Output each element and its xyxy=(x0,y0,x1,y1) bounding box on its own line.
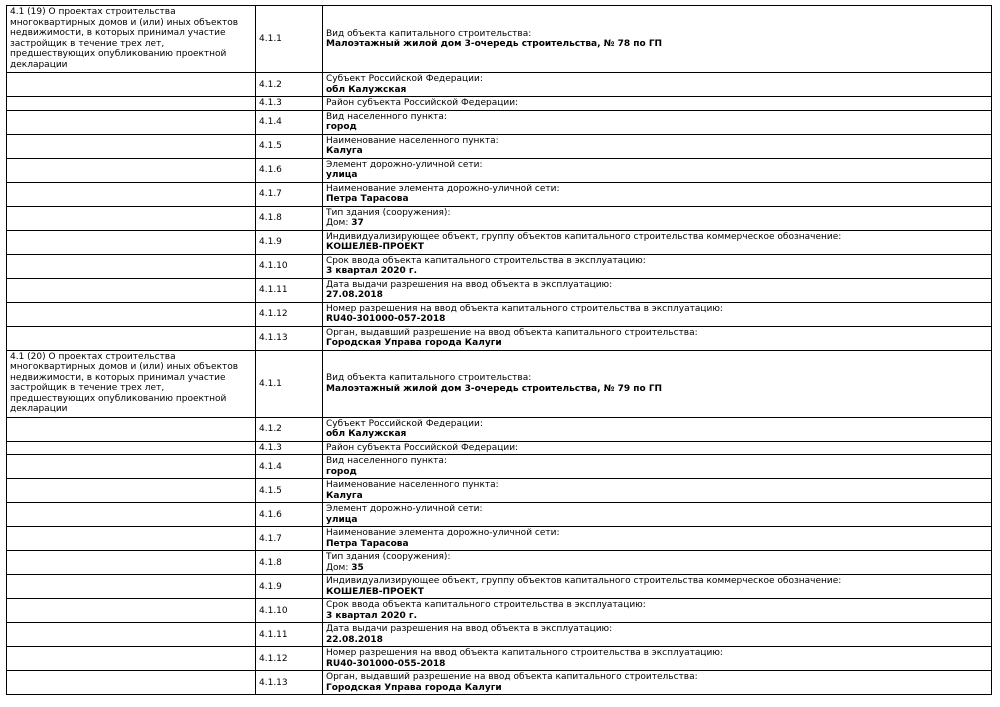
row-code-cell xyxy=(256,455,323,479)
row-code-cell xyxy=(256,551,323,575)
row-code: 4.1.8 xyxy=(259,557,282,568)
row-content-cell xyxy=(323,73,992,97)
field-value-line xyxy=(326,635,988,647)
row-code-cell xyxy=(256,503,323,527)
field-label: Номер разрешения на ввод объекта капитального строительства в эксплуатацию: xyxy=(326,303,723,314)
field-label: Элемент дорожно-уличной сети: xyxy=(326,504,483,514)
section-description-cell xyxy=(7,206,256,230)
row-content-cell xyxy=(323,206,992,230)
field-value-line xyxy=(326,242,988,254)
section-description-cell xyxy=(7,503,256,527)
row-content-cell xyxy=(323,441,992,455)
row-code-cell xyxy=(256,110,323,134)
table-row xyxy=(7,647,992,671)
section-description-cell xyxy=(7,479,256,503)
table-row xyxy=(7,527,992,551)
table-body xyxy=(7,6,992,695)
table-row xyxy=(7,6,992,73)
field-value: Городская Управа города Калуги xyxy=(326,338,502,348)
field-label: Вид объекта капитального строительства: xyxy=(326,373,532,383)
row-code-cell xyxy=(256,671,323,695)
field-label: Субъект Российской Федерации: xyxy=(326,74,483,84)
row-code-cell xyxy=(256,599,323,623)
field-label: Наименование элемента дорожно-уличной сети: xyxy=(326,183,560,194)
section-description-cell xyxy=(7,455,256,479)
field-value: КОШЕЛЕВ-ПРОЕКТ xyxy=(326,242,424,252)
row-code: 4.1.5 xyxy=(259,485,282,496)
table-row xyxy=(7,671,992,695)
table-row xyxy=(7,350,992,417)
row-code: 4.1.5 xyxy=(259,141,282,151)
field-value: улица xyxy=(326,170,358,180)
section-description: 4.1 (20) О проектах строительства многоквартирных домов и (или) иных объектов недвижимости, в которых принимал участие застройщик в течение трех лет, предшествующих опубликованию проектной декларации xyxy=(10,351,239,414)
row-code-cell xyxy=(256,73,323,97)
field-value: город xyxy=(326,466,357,477)
field-label: Район субъекта Российской Федерации: xyxy=(326,98,519,108)
row-code-cell xyxy=(256,134,323,158)
field-label: Наименование населенного пункта: xyxy=(326,135,499,146)
table-row xyxy=(7,134,992,158)
table-row xyxy=(7,110,992,134)
table-row xyxy=(7,254,992,278)
field-value-line xyxy=(326,146,988,158)
row-content-cell xyxy=(323,575,992,599)
field-label: Вид населенного пункта: xyxy=(326,456,447,466)
section-description-cell xyxy=(7,182,256,206)
row-content-cell xyxy=(323,302,992,326)
field-value-line xyxy=(326,429,988,441)
field-value: Калуга xyxy=(326,146,363,156)
section-description-cell xyxy=(7,254,256,278)
row-content-cell xyxy=(323,97,992,111)
row-content-cell xyxy=(323,110,992,134)
row-content-cell xyxy=(323,350,992,417)
row-code: 4.1.13 xyxy=(259,677,288,688)
field-value: улица xyxy=(326,514,358,525)
row-code-cell xyxy=(256,623,323,647)
field-value-line xyxy=(326,314,988,326)
field-label: Наименование элемента дорожно-уличной сети: xyxy=(326,528,560,538)
section-description-cell xyxy=(7,647,256,671)
row-code-cell xyxy=(256,647,323,671)
row-code-cell xyxy=(256,417,323,441)
row-code-cell xyxy=(256,326,323,350)
row-code-cell xyxy=(256,575,323,599)
row-code: 4.1.7 xyxy=(259,533,282,544)
row-content-cell xyxy=(323,158,992,182)
section-description-cell xyxy=(7,97,256,111)
row-code: 4.1.6 xyxy=(259,165,282,175)
row-content-cell xyxy=(323,278,992,302)
row-code-cell xyxy=(256,350,323,417)
section-description-cell xyxy=(7,551,256,575)
row-code: 4.1.12 xyxy=(259,653,288,664)
row-content-cell xyxy=(323,326,992,350)
row-code: 4.1.2 xyxy=(259,79,282,90)
section-description-cell xyxy=(7,623,256,647)
field-value: обл Калужская xyxy=(326,429,407,439)
section-description-cell xyxy=(7,527,256,551)
row-code-cell xyxy=(256,254,323,278)
row-content-cell xyxy=(323,479,992,503)
row-code-cell xyxy=(256,441,323,455)
table-row xyxy=(7,230,992,254)
row-content-cell xyxy=(323,254,992,278)
row-code: 4.1.2 xyxy=(259,424,282,434)
row-code: 4.1.11 xyxy=(259,285,288,295)
section-description-cell xyxy=(7,302,256,326)
table-row xyxy=(7,575,992,599)
field-label: Район субъекта Российской Федерации: xyxy=(326,442,519,453)
row-code-cell xyxy=(256,182,323,206)
row-content-cell xyxy=(323,417,992,441)
section-description-cell xyxy=(7,73,256,97)
field-value: 37 xyxy=(351,218,364,228)
row-code: 4.1.10 xyxy=(259,261,288,271)
row-code: 4.1.6 xyxy=(259,509,282,520)
section-description-cell xyxy=(7,278,256,302)
section-description-cell xyxy=(7,441,256,455)
field-value: 22.08.2018 xyxy=(326,634,383,645)
row-code: 4.1.8 xyxy=(259,213,282,223)
table-row xyxy=(7,206,992,230)
field-value: Петра Тарасова xyxy=(326,194,409,204)
section-description-cell xyxy=(7,326,256,350)
field-value-line xyxy=(326,218,988,230)
section-description-cell xyxy=(7,671,256,695)
table-row xyxy=(7,551,992,575)
row-content-cell xyxy=(323,623,992,647)
field-label: Элемент дорожно-уличной сети: xyxy=(326,159,483,170)
table-row xyxy=(7,302,992,326)
field-value: КОШЕЛЕВ-ПРОЕКТ xyxy=(326,586,424,597)
row-code: 4.1.12 xyxy=(259,309,288,319)
row-content-cell xyxy=(323,551,992,575)
table-row xyxy=(7,158,992,182)
table-row xyxy=(7,503,992,527)
row-code: 4.1.1 xyxy=(259,378,282,389)
row-code-cell xyxy=(256,97,323,111)
field-value: Малоэтажный жилой дом 3-очередь строительства, № 78 по ГП xyxy=(326,39,663,49)
row-content-cell xyxy=(323,455,992,479)
table-row xyxy=(7,455,992,479)
field-value: RU40-301000-057-2018 xyxy=(326,314,446,324)
row-code: 4.1.9 xyxy=(259,581,282,592)
section-description-cell xyxy=(7,134,256,158)
field-value-line xyxy=(326,683,988,695)
table-row xyxy=(7,623,992,647)
field-value: Малоэтажный жилой дом 3-очередь строительства, № 79 по ГП xyxy=(326,383,663,394)
field-value-line xyxy=(326,85,988,97)
row-code: 4.1.3 xyxy=(259,98,282,109)
row-content-cell xyxy=(323,182,992,206)
section-description-cell xyxy=(7,110,256,134)
table-row xyxy=(7,182,992,206)
field-label: Вид населенного пункта: xyxy=(326,111,447,122)
row-code-cell xyxy=(256,206,323,230)
row-code: 4.1.3 xyxy=(259,442,282,453)
row-content-cell xyxy=(323,134,992,158)
field-value-prefix: Дом: xyxy=(326,218,352,228)
row-content-cell xyxy=(323,671,992,695)
field-value-line xyxy=(326,467,988,479)
row-code-cell xyxy=(256,6,323,73)
field-value: Калуга xyxy=(326,490,363,501)
field-label: Дата выдачи разрешения на ввод объекта в эксплуатацию: xyxy=(326,624,613,634)
field-label: Дата выдачи разрешения на ввод объекта в эксплуатацию: xyxy=(326,279,613,290)
table-row xyxy=(7,599,992,623)
section-description-cell xyxy=(7,599,256,623)
row-code: 4.1.9 xyxy=(259,237,282,247)
row-code-cell xyxy=(256,158,323,182)
field-label: Орган, выдавший разрешение на ввод объекта капитального строительства: xyxy=(326,327,698,338)
row-code-cell xyxy=(256,479,323,503)
field-value: город xyxy=(326,122,357,132)
field-value-line xyxy=(326,563,988,575)
row-content-cell xyxy=(323,6,992,73)
row-code-cell xyxy=(256,230,323,254)
field-value: Городская Управа города Калуги xyxy=(326,682,502,693)
section-description-cell xyxy=(7,575,256,599)
row-code: 4.1.4 xyxy=(259,117,282,127)
field-value-line xyxy=(326,170,988,182)
table-row xyxy=(7,441,992,455)
section-description-cell xyxy=(7,230,256,254)
field-value-line xyxy=(326,659,988,671)
field-label: Субъект Российской Федерации: xyxy=(326,418,483,429)
field-label: Орган, выдавший разрешение на ввод объекта капитального строительства: xyxy=(326,672,698,682)
field-label: Тип здания (сооружения): xyxy=(326,552,451,562)
row-code: 4.1.4 xyxy=(259,461,282,472)
field-value: 3 квартал 2020 г. xyxy=(326,610,418,621)
row-content-cell xyxy=(323,527,992,551)
field-value: RU40-301000-055-2018 xyxy=(326,658,446,669)
field-label: Тип здания (сооружения): xyxy=(326,207,451,218)
field-value-line xyxy=(326,587,988,599)
row-code-cell xyxy=(256,527,323,551)
row-code: 4.1.11 xyxy=(259,629,288,640)
row-code: 4.1.13 xyxy=(259,333,288,343)
field-value: 3 квартал 2020 г. xyxy=(326,266,418,276)
field-label: Номер разрешения на ввод объекта капитального строительства в эксплуатацию: xyxy=(326,648,723,658)
field-value-line xyxy=(326,39,988,51)
field-value-line xyxy=(326,194,988,206)
field-value: 35 xyxy=(351,562,364,573)
field-label: Индивидуализирующее объект, группу объектов капитального строительства коммерческое обозначение: xyxy=(326,231,842,242)
row-content-cell xyxy=(323,503,992,527)
field-label: Наименование населенного пункта: xyxy=(326,480,499,490)
field-value-line xyxy=(326,491,988,503)
field-value-line xyxy=(326,266,988,278)
row-content-cell xyxy=(323,599,992,623)
row-code-cell xyxy=(256,278,323,302)
row-content-cell xyxy=(323,230,992,254)
table-row xyxy=(7,326,992,350)
row-code: 4.1.10 xyxy=(259,605,288,616)
project-declaration-table xyxy=(6,5,992,695)
field-label: Вид объекта капитального строительства: xyxy=(326,28,532,39)
field-value-line xyxy=(326,338,988,350)
field-value: 27.08.2018 xyxy=(326,290,383,300)
table-row xyxy=(7,97,992,111)
field-value: Петра Тарасова xyxy=(326,538,409,549)
field-value-line xyxy=(326,611,988,623)
table-row xyxy=(7,278,992,302)
field-value-line xyxy=(326,384,988,396)
table-row xyxy=(7,73,992,97)
row-code-cell xyxy=(256,302,323,326)
section-description: 4.1 (19) О проектах строительства многоквартирных домов и (или) иных объектов недвижимости, в которых принимал участие застройщик в течение трех лет, предшествующих опубликованию проектной декларации xyxy=(10,7,239,70)
section-description-cell xyxy=(7,350,256,417)
row-code: 4.1.7 xyxy=(259,189,282,199)
field-value-line xyxy=(326,539,988,551)
table-row xyxy=(7,417,992,441)
field-value-line xyxy=(326,515,988,527)
section-description-cell xyxy=(7,6,256,73)
field-label: Срок ввода объекта капитального строительства в эксплуатацию: xyxy=(326,255,646,266)
field-value-line xyxy=(326,290,988,302)
row-content-cell xyxy=(323,647,992,671)
field-label: Индивидуализирующее объект, группу объектов капитального строительства коммерческое обозначение: xyxy=(326,576,842,586)
field-value-line xyxy=(326,122,988,134)
row-code: 4.1.1 xyxy=(259,34,282,44)
field-label: Срок ввода объекта капитального строительства в эксплуатацию: xyxy=(326,600,646,610)
field-value-prefix: Дом: xyxy=(326,562,352,573)
table-row xyxy=(7,479,992,503)
section-description-cell xyxy=(7,417,256,441)
field-value: обл Калужская xyxy=(326,84,407,95)
section-description-cell xyxy=(7,158,256,182)
